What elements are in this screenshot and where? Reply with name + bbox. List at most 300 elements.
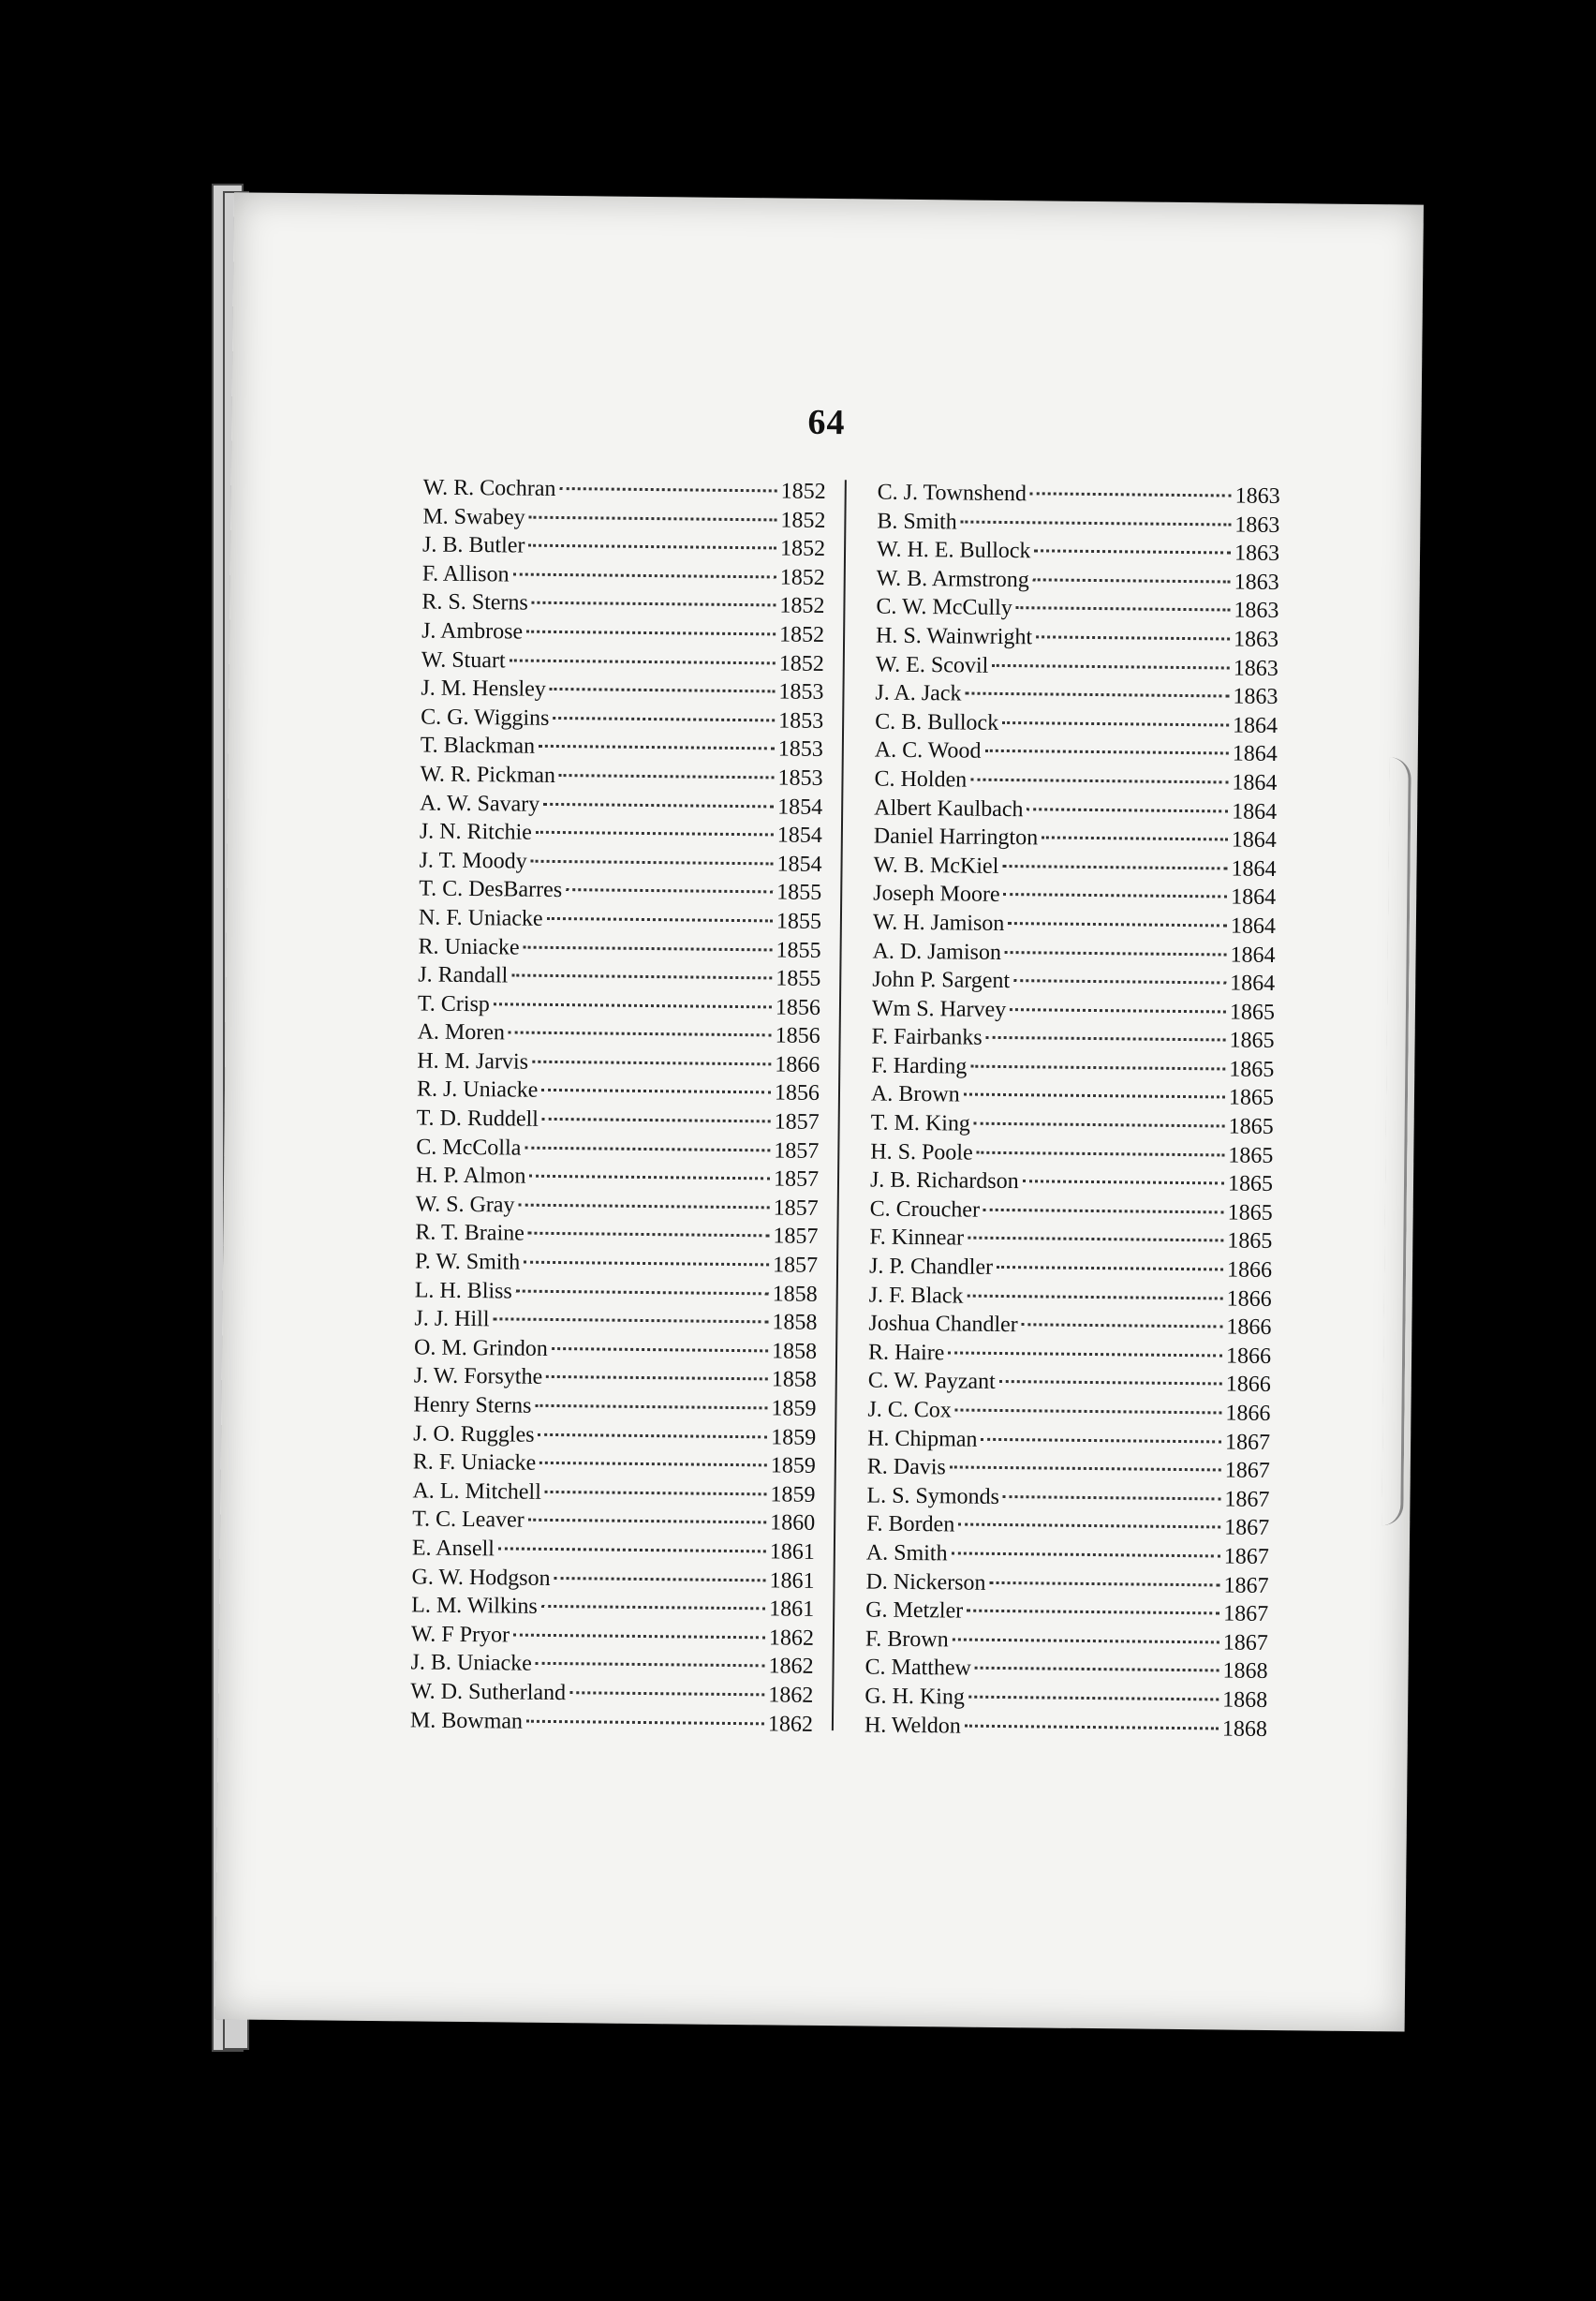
- entry-year: 1859: [771, 1396, 817, 1421]
- entry-name: C. B. Bullock: [875, 709, 999, 735]
- leader-dots: [513, 1633, 765, 1639]
- entry-year: 1867: [1223, 1601, 1269, 1627]
- leader-dots: [526, 1719, 764, 1725]
- entry-name: L. S. Symonds: [866, 1483, 1000, 1509]
- entry-name: F. Fairbanks: [871, 1024, 983, 1051]
- entry-year: 1866: [1226, 1314, 1272, 1341]
- leader-dots: [528, 1519, 767, 1524]
- entry-name: R. Haire: [867, 1340, 945, 1366]
- entry-year: 1867: [1224, 1515, 1270, 1541]
- entry-name: H. S. Poole: [870, 1139, 973, 1165]
- entry-name: J. P. Chandler: [868, 1254, 994, 1280]
- entry-name: Henry Sterns: [413, 1392, 532, 1418]
- entry-name: M. Swabey: [422, 504, 525, 530]
- entry-name: H. M. Jarvis: [417, 1048, 529, 1075]
- list-item: [869, 1283, 1272, 1315]
- entry-name: C. W. Payzant: [867, 1368, 996, 1395]
- entry-name: J. T. Moody: [419, 848, 527, 874]
- entry-year: 1857: [772, 1253, 819, 1278]
- list-item: [869, 1254, 1272, 1287]
- entry-year: 1855: [776, 937, 821, 963]
- list-item: [872, 939, 1275, 972]
- entry-year: 1861: [769, 1539, 816, 1565]
- leader-dots: [1036, 635, 1230, 640]
- entry-name: R. F. Uniacke: [412, 1449, 537, 1476]
- leader-dots: [1027, 808, 1228, 812]
- list-item: [871, 1025, 1274, 1058]
- entry-year: 1866: [1225, 1343, 1272, 1369]
- list-item: [867, 1398, 1270, 1431]
- leader-dots: [553, 717, 775, 721]
- list-item: [421, 647, 824, 680]
- list-item: [417, 1077, 820, 1110]
- leader-dots: [1030, 492, 1232, 497]
- entry-year: 1864: [1232, 713, 1278, 738]
- leader-dots: [952, 1551, 1220, 1557]
- entry-year: 1865: [1227, 1228, 1273, 1254]
- leader-dots: [961, 520, 1232, 526]
- entry-name: F. Harding: [871, 1053, 968, 1079]
- leader-dots: [967, 1294, 1222, 1299]
- entry-name: Joseph Moore: [873, 881, 1000, 908]
- entry-year: 1867: [1224, 1430, 1271, 1455]
- entry-year: 1855: [776, 966, 821, 992]
- leader-dots: [493, 1318, 768, 1324]
- list-item: [419, 905, 821, 938]
- leader-dots: [532, 601, 776, 607]
- leader-dots: [974, 1122, 1225, 1128]
- list-item: [870, 1111, 1273, 1144]
- list-item: [421, 590, 824, 623]
- entry-year: 1855: [776, 880, 822, 906]
- list-item: [866, 1512, 1269, 1545]
- page-number: 64: [807, 402, 846, 443]
- entry-year: 1867: [1224, 1458, 1270, 1484]
- leader-dots: [1013, 979, 1226, 984]
- list-item: [865, 1598, 1268, 1631]
- entry-year: 1861: [769, 1596, 815, 1623]
- list-item: [422, 561, 825, 594]
- entry-year: 1861: [769, 1567, 815, 1594]
- entry-name: J. M. Hensley: [421, 675, 546, 703]
- entry-year: 1866: [1226, 1257, 1273, 1284]
- entry-name: J. N. Ritchie: [419, 819, 533, 845]
- list-item: [874, 824, 1277, 857]
- entry-year: 1857: [774, 1138, 820, 1164]
- list-item: [412, 1507, 815, 1540]
- entry-name: W. B. McKiel: [873, 853, 999, 879]
- document-page: [215, 192, 1424, 2031]
- entry-name: T. M. King: [870, 1110, 971, 1136]
- leader-dots: [494, 1002, 772, 1008]
- list-item: [420, 791, 822, 824]
- list-item: [421, 618, 824, 651]
- entry-year: 1863: [1234, 598, 1279, 624]
- list-item: [418, 991, 820, 1024]
- entry-year: 1864: [1231, 827, 1277, 854]
- leader-dots: [1004, 893, 1228, 898]
- entry-name: C. Matthew: [864, 1655, 972, 1682]
- leader-dots: [535, 1404, 767, 1410]
- entry-year: 1862: [768, 1683, 814, 1708]
- entry-name: J. B. Richardson: [869, 1167, 1019, 1195]
- list-item: [410, 1708, 813, 1741]
- entry-year: 1857: [773, 1224, 819, 1250]
- entry-year: 1857: [773, 1166, 820, 1193]
- leader-dots: [1010, 1008, 1226, 1013]
- entry-year: 1865: [1229, 1057, 1275, 1082]
- binding-thread: [1382, 757, 1411, 1525]
- entry-name: A. Smith: [865, 1540, 948, 1566]
- leader-dots: [559, 774, 775, 779]
- list-item: [415, 1221, 818, 1254]
- list-item: [417, 1048, 820, 1081]
- entry-name: J. Ambrose: [421, 618, 524, 645]
- leader-dots: [550, 688, 776, 693]
- entry-name: H. Weldon: [864, 1713, 962, 1739]
- entry-name: T. C. Leaver: [412, 1507, 525, 1534]
- entry-name: C. W. McCully: [876, 594, 1012, 621]
- entry-name: W. Stuart: [421, 647, 506, 673]
- list-item: [876, 624, 1278, 657]
- leader-dots: [532, 1061, 771, 1066]
- list-item: [416, 1192, 819, 1225]
- leader-dots: [528, 544, 776, 550]
- entry-year: 1866: [1225, 1372, 1271, 1398]
- list-item: [870, 1196, 1273, 1229]
- entry-name: G. W. Hodgson: [411, 1564, 551, 1591]
- list-item: [866, 1483, 1269, 1516]
- entry-year: 1852: [779, 565, 825, 590]
- entry-year: 1863: [1233, 656, 1278, 681]
- leader-dots: [545, 1491, 767, 1495]
- entry-year: 1867: [1223, 1573, 1269, 1598]
- list-item: [421, 705, 823, 737]
- entry-year: 1852: [780, 508, 826, 533]
- entry-name: A. Moren: [417, 1019, 506, 1046]
- entry-year: 1859: [770, 1453, 816, 1479]
- column-divider: [832, 480, 847, 1730]
- leader-dots: [965, 1724, 1219, 1729]
- list-item: [875, 681, 1278, 714]
- entry-name: Albert Kaulbach: [874, 795, 1024, 822]
- entry-year: 1865: [1227, 1171, 1274, 1197]
- entry-year: 1858: [772, 1282, 818, 1307]
- entry-name: L. H. Bliss: [414, 1278, 512, 1304]
- list-item: [868, 1369, 1271, 1402]
- list-item: [870, 1168, 1273, 1201]
- leader-dots: [997, 1266, 1223, 1271]
- leader-dots: [541, 1089, 771, 1094]
- entry-name: W. R. Cochran: [422, 475, 556, 501]
- list-item: [420, 820, 822, 853]
- list-item: [877, 566, 1279, 599]
- leader-dots: [965, 692, 1229, 698]
- leader-dots: [559, 487, 776, 492]
- list-item: [867, 1426, 1270, 1459]
- entry-name: T. Blackman: [420, 733, 536, 760]
- entry-name: H. P. Almon: [415, 1163, 526, 1189]
- leader-dots: [1023, 1180, 1224, 1184]
- leader-dots: [498, 1547, 766, 1552]
- leader-dots: [983, 1209, 1224, 1214]
- entry-year: 1868: [1221, 1716, 1268, 1742]
- leader-dots: [1022, 1323, 1223, 1328]
- leader-dots: [950, 1466, 1221, 1472]
- entry-name: A. Brown: [870, 1081, 960, 1107]
- entry-name: John P. Sargent: [872, 967, 1011, 994]
- entry-year: 1864: [1232, 770, 1278, 795]
- entry-name: Joshua Chandler: [868, 1311, 1018, 1338]
- entry-year: 1865: [1228, 1114, 1274, 1140]
- list-item: [416, 1135, 819, 1167]
- entry-year: 1853: [778, 708, 824, 734]
- entry-year: 1862: [768, 1626, 815, 1651]
- entry-name: C. McColla: [416, 1135, 522, 1161]
- entry-name: H. Chipman: [867, 1426, 978, 1452]
- entry-name: C. Croucher: [869, 1196, 981, 1223]
- list-item: [867, 1455, 1270, 1488]
- leader-dots: [546, 1375, 768, 1380]
- entry-year: 1865: [1227, 1200, 1273, 1225]
- entry-name: T. D. Ruddell: [416, 1106, 539, 1132]
- entry-year: 1868: [1222, 1687, 1268, 1713]
- entry-year: 1862: [767, 1711, 814, 1737]
- leader-dots: [569, 1691, 764, 1696]
- entry-name: J. Randall: [418, 962, 509, 988]
- list-item: [876, 595, 1278, 628]
- entry-year: 1864: [1230, 943, 1276, 968]
- entry-year: 1855: [776, 909, 822, 934]
- list-item: [878, 481, 1280, 513]
- entry-year: 1853: [777, 765, 823, 791]
- list-item: [422, 533, 825, 566]
- entry-name: F. Kinnear: [869, 1225, 965, 1252]
- entry-name: J. O. Ruggles: [413, 1421, 535, 1447]
- entry-name: T. Crisp: [417, 991, 491, 1017]
- entry-year: 1864: [1232, 799, 1278, 824]
- leader-dots: [531, 859, 774, 865]
- list-item: [419, 848, 821, 881]
- entry-year: 1852: [778, 622, 825, 647]
- list-item: [872, 996, 1275, 1029]
- entry-name: W. R. Pickman: [420, 762, 556, 788]
- entry-name: R. J. Uniacke: [416, 1076, 539, 1104]
- list-item: [868, 1312, 1271, 1344]
- entry-year: 1866: [775, 1052, 820, 1077]
- leader-dots: [513, 572, 776, 578]
- leader-dots: [948, 1351, 1222, 1357]
- entry-year: 1860: [770, 1510, 816, 1536]
- leader-dots: [989, 1581, 1219, 1586]
- leader-dots: [984, 750, 1228, 755]
- entry-year: 1854: [777, 794, 823, 820]
- list-item: [411, 1622, 814, 1655]
- entry-name: L. M. Wilkins: [411, 1593, 538, 1619]
- entry-year: 1852: [778, 651, 824, 676]
- leader-dots: [999, 1380, 1222, 1385]
- entry-name: E. Ansell: [411, 1536, 495, 1562]
- leader-dots: [552, 1347, 768, 1352]
- entry-year: 1864: [1231, 884, 1277, 911]
- leader-dots: [529, 1175, 770, 1180]
- list-item: [864, 1684, 1267, 1716]
- entry-year: 1856: [775, 1023, 820, 1049]
- entry-name: H. S. Wainwright: [875, 623, 1033, 650]
- leader-dots: [1042, 837, 1228, 841]
- list-item: [877, 538, 1279, 571]
- list-item: [410, 1651, 813, 1684]
- entry-year: 1852: [779, 593, 825, 619]
- leader-dots: [970, 1065, 1225, 1071]
- entry-year: 1866: [1225, 1401, 1271, 1427]
- list-item: [415, 1278, 818, 1311]
- entry-name: D. Nickerson: [865, 1569, 986, 1596]
- entry-year: 1864: [1230, 913, 1277, 939]
- list-item: [877, 509, 1279, 542]
- list-item: [421, 676, 823, 709]
- entry-name: A. L. Mitchell: [412, 1478, 541, 1505]
- leader-dots: [528, 1232, 770, 1238]
- leader-dots: [510, 659, 776, 664]
- entry-year: 1864: [1232, 741, 1278, 767]
- list-item: [420, 762, 822, 794]
- leader-dots: [524, 1261, 769, 1267]
- leader-dots: [970, 779, 1228, 784]
- list-item: [865, 1626, 1268, 1659]
- leader-dots: [525, 1146, 770, 1151]
- entry-name: F. Brown: [864, 1626, 949, 1653]
- leader-dots: [547, 917, 773, 923]
- entry-name: J. A. Jack: [875, 680, 962, 706]
- leader-dots: [958, 1523, 1220, 1529]
- entry-year: 1862: [768, 1654, 814, 1680]
- entry-year: 1857: [773, 1195, 819, 1221]
- entry-year: 1867: [1224, 1487, 1270, 1512]
- entry-name: J. J. Hill: [414, 1306, 490, 1332]
- entry-name: R. Uniacke: [418, 933, 520, 960]
- entry-name: J. F. Black: [868, 1283, 964, 1309]
- leader-dots: [1034, 550, 1231, 555]
- leader-dots: [516, 1289, 769, 1295]
- entry-name: A. C. Wood: [874, 737, 982, 765]
- leader-dots: [977, 1150, 1225, 1156]
- entry-name: J. C. Cox: [867, 1397, 952, 1423]
- list-item: [411, 1594, 814, 1626]
- leader-dots: [524, 945, 773, 951]
- leader-dots: [1016, 606, 1231, 611]
- entry-name: F. Borden: [866, 1511, 955, 1537]
- entry-year: 1858: [772, 1310, 818, 1336]
- list-item: [873, 910, 1276, 943]
- list-item: [871, 1082, 1274, 1115]
- entry-year: 1867: [1223, 1544, 1269, 1569]
- list-item: [414, 1307, 817, 1340]
- entry-year: 1867: [1222, 1630, 1269, 1655]
- leader-dots: [536, 1662, 765, 1668]
- entry-year: 1858: [771, 1339, 818, 1364]
- list-item: [865, 1569, 1268, 1602]
- list-item: [418, 963, 820, 996]
- entry-name: J. B. Uniacke: [410, 1650, 533, 1677]
- entry-name: C. J. Townshend: [877, 480, 1027, 507]
- list-item: [874, 795, 1277, 828]
- entry-year: 1858: [771, 1367, 817, 1393]
- entry-year: 1865: [1229, 1000, 1276, 1025]
- entry-year: 1852: [779, 536, 826, 562]
- entry-year: 1864: [1231, 856, 1277, 882]
- leader-dots: [955, 1408, 1222, 1414]
- leader-dots: [975, 1667, 1219, 1672]
- list-item: [413, 1421, 816, 1454]
- entry-name: G. H. King: [864, 1684, 966, 1710]
- entry-year: 1863: [1233, 627, 1279, 653]
- entry-name: W. E. Scovil: [875, 652, 989, 678]
- entry-year: 1857: [774, 1109, 820, 1136]
- leader-dots: [968, 1696, 1219, 1701]
- list-item: [416, 1164, 819, 1196]
- entry-name: Wm S. Harvey: [871, 996, 1007, 1022]
- entry-name: W. H. Jamison: [872, 910, 1005, 936]
- entry-year: 1863: [1233, 684, 1278, 710]
- entry-name: W. F Pryor: [410, 1622, 510, 1648]
- entry-name: C. G. Wiggins: [421, 705, 550, 731]
- list-item: [412, 1478, 815, 1511]
- list-item: [874, 766, 1277, 799]
- entry-year: 1854: [776, 823, 823, 849]
- list-item: [868, 1340, 1271, 1373]
- list-item: [423, 475, 826, 508]
- list-item: [873, 853, 1276, 885]
- leader-dots: [539, 1462, 767, 1467]
- list-item: [872, 968, 1275, 1001]
- leader-dots: [1005, 951, 1227, 956]
- list-item: [864, 1713, 1267, 1745]
- entry-name: A. D. Jamison: [872, 939, 1002, 965]
- entry-year: 1866: [1226, 1286, 1272, 1312]
- list-item: [410, 1679, 813, 1712]
- entry-name: W. S. Gray: [415, 1192, 515, 1218]
- entry-year: 1865: [1228, 1143, 1274, 1168]
- leader-dots: [992, 663, 1230, 669]
- leader-dots: [526, 631, 776, 636]
- entry-year: 1854: [776, 852, 822, 877]
- list-item: [422, 504, 825, 537]
- list-item: [413, 1392, 816, 1425]
- entry-year: 1863: [1234, 483, 1280, 510]
- entry-name: T. C. DesBarres: [419, 876, 563, 903]
- list-item: [866, 1540, 1269, 1573]
- entry-name: O. M. Grindon: [413, 1335, 548, 1361]
- entry-year: 1859: [770, 1482, 816, 1507]
- entry-year: 1859: [771, 1425, 817, 1450]
- list-item: [870, 1139, 1273, 1172]
- leader-dots: [536, 831, 774, 837]
- entry-year: 1863: [1234, 541, 1280, 567]
- leader-dots: [1008, 922, 1227, 927]
- list-item: [419, 877, 821, 910]
- leader-dots: [986, 1036, 1226, 1042]
- leader-dots: [967, 1610, 1219, 1615]
- leader-dots: [519, 1203, 770, 1209]
- entry-name: R. Davis: [866, 1454, 946, 1480]
- leader-dots: [554, 1577, 766, 1581]
- list-item: [875, 738, 1278, 771]
- list-item: [414, 1364, 817, 1397]
- list-item: [414, 1335, 817, 1368]
- list-item: [413, 1450, 816, 1483]
- list-item: [411, 1565, 814, 1597]
